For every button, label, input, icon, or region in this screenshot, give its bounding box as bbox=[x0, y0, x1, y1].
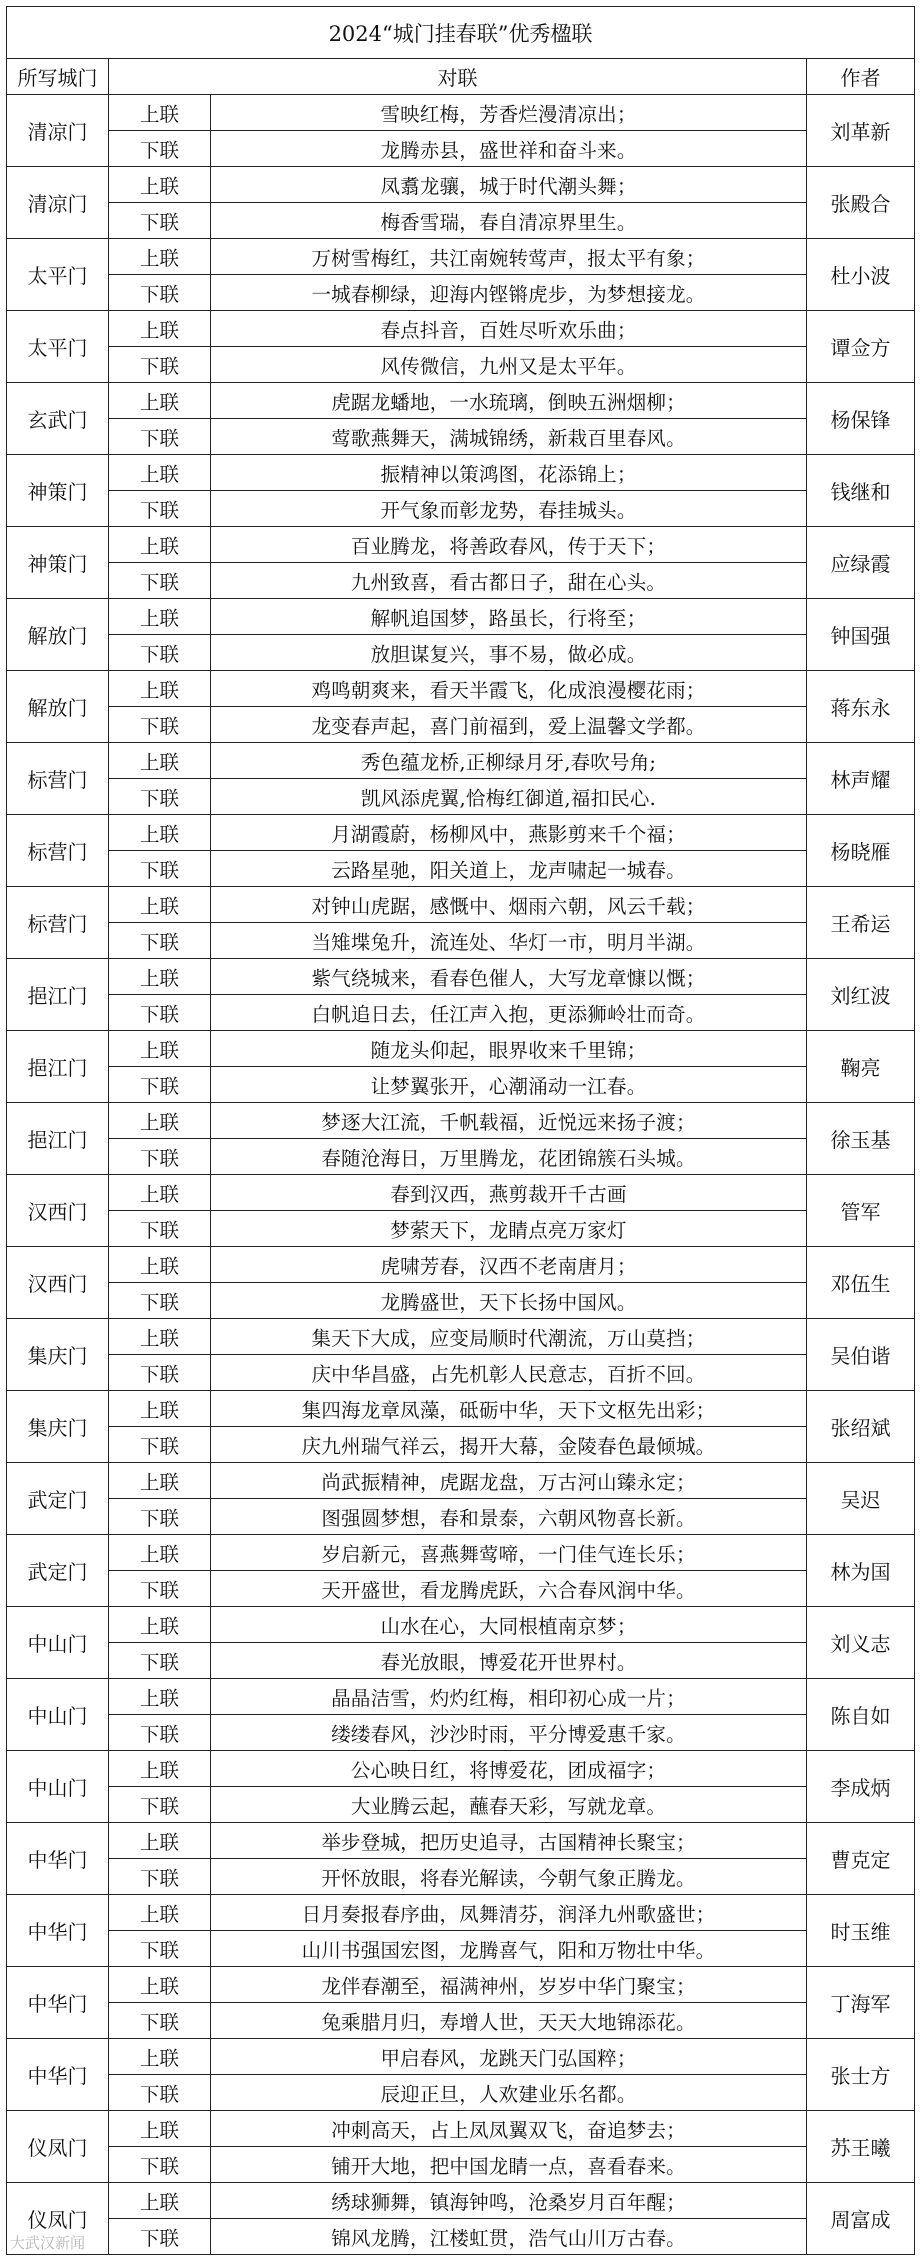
table-row bbox=[7, 1895, 915, 1931]
upper-couplet-text: 甲启春风，龙跳天门弘国粹； bbox=[211, 2039, 807, 2075]
lower-label: 下联 bbox=[109, 1715, 211, 1751]
upper-label: 上联 bbox=[109, 743, 211, 779]
table-row bbox=[7, 1967, 915, 2003]
table-row bbox=[7, 1319, 915, 1355]
upper-couplet-text: 梦逐大江流，千帆载福，近悦远来扬子渡； bbox=[211, 1103, 807, 1139]
lower-label: 下联 bbox=[109, 851, 211, 887]
table-row bbox=[7, 563, 915, 599]
lower-label: 下联 bbox=[109, 203, 211, 239]
lower-couplet-text: 梦萦天下，龙睛点亮万家灯 bbox=[211, 1211, 807, 1247]
author-cell: 刘红波 bbox=[807, 959, 915, 1031]
couplet-table-container bbox=[6, 6, 914, 2255]
lower-couplet-text: 白帆追日去，任江声入抱，更添狮岭壮而奇。 bbox=[211, 995, 807, 1031]
table-row bbox=[7, 671, 915, 707]
upper-label: 上联 bbox=[109, 1751, 211, 1787]
table-row bbox=[7, 383, 915, 419]
upper-couplet-text: 百业腾龙，将善政春风，传于天下； bbox=[211, 527, 807, 563]
author-cell: 李成炳 bbox=[807, 1751, 915, 1823]
table-row bbox=[7, 1103, 915, 1139]
table-row bbox=[7, 1283, 915, 1319]
upper-couplet-text: 集四海龙章凤藻，砥砺中华，天下文枢先出彩； bbox=[211, 1391, 807, 1427]
table-row bbox=[7, 347, 915, 383]
author-cell: 吴伯谐 bbox=[807, 1319, 915, 1391]
table-row bbox=[7, 1823, 915, 1859]
table-row bbox=[7, 455, 915, 491]
author-cell: 丁海军 bbox=[807, 1967, 915, 2039]
lower-label: 下联 bbox=[109, 1859, 211, 1895]
author-cell: 王希运 bbox=[807, 887, 915, 959]
author-cell: 张殿合 bbox=[807, 167, 915, 239]
upper-label: 上联 bbox=[109, 1103, 211, 1139]
gate-cell: 玄武门 bbox=[7, 383, 109, 455]
upper-couplet-text: 岁启新元，喜燕舞莺啼，一门佳气连长乐； bbox=[211, 1535, 807, 1571]
table-row bbox=[7, 923, 915, 959]
table-row bbox=[7, 131, 915, 167]
gate-cell: 挹江门 bbox=[7, 1031, 109, 1103]
table-title: 2024“城门挂春联”优秀楹联 bbox=[7, 7, 915, 59]
upper-label: 上联 bbox=[109, 1319, 211, 1355]
upper-couplet-text: 鸡鸣朝爽来，看天半霞飞，化成浪漫樱花雨； bbox=[211, 671, 807, 707]
lower-couplet-text: 大业腾云起，蘸春天彩，写就龙章。 bbox=[211, 1787, 807, 1823]
upper-label: 上联 bbox=[109, 239, 211, 275]
author-cell: 应绿霞 bbox=[807, 527, 915, 599]
table-row bbox=[7, 707, 915, 743]
upper-label: 上联 bbox=[109, 2183, 211, 2219]
author-cell: 杨保锋 bbox=[807, 383, 915, 455]
lower-couplet-text: 一城春柳绿，迎海内铿锵虎步，为梦想接龙。 bbox=[211, 275, 807, 311]
upper-couplet-text: 春点抖音，百姓尽听欢乐曲； bbox=[211, 311, 807, 347]
author-cell: 钟国强 bbox=[807, 599, 915, 671]
table-row bbox=[7, 851, 915, 887]
lower-label: 下联 bbox=[109, 1355, 211, 1391]
table-row bbox=[7, 419, 915, 455]
table-row bbox=[7, 2075, 915, 2111]
gate-cell: 标营门 bbox=[7, 887, 109, 959]
author-cell: 周富成 bbox=[807, 2183, 915, 2255]
table-row bbox=[7, 239, 915, 275]
gate-cell: 中山门 bbox=[7, 1679, 109, 1751]
lower-label: 下联 bbox=[109, 131, 211, 167]
upper-label: 上联 bbox=[109, 599, 211, 635]
table-row bbox=[7, 2111, 915, 2147]
lower-label: 下联 bbox=[109, 1499, 211, 1535]
upper-couplet-text: 公心映日红，将博爱花，团成福字； bbox=[211, 1751, 807, 1787]
header-couplet: 对联 bbox=[109, 59, 807, 95]
upper-label: 上联 bbox=[109, 311, 211, 347]
author-cell: 苏王曦 bbox=[807, 2111, 915, 2183]
author-cell: 蒋东永 bbox=[807, 671, 915, 743]
upper-couplet-text: 晶晶洁雪，灼灼红梅，相印初心成一片； bbox=[211, 1679, 807, 1715]
lower-label: 下联 bbox=[109, 1211, 211, 1247]
lower-label: 下联 bbox=[109, 1427, 211, 1463]
upper-label: 上联 bbox=[109, 2111, 211, 2147]
lower-couplet-text: 天开盛世，看龙腾虎跃，六合春风润中华。 bbox=[211, 1571, 807, 1607]
watermark-logo: 大武汉新闻 bbox=[10, 2234, 86, 2252]
gate-cell: 中山门 bbox=[7, 1751, 109, 1823]
gate-cell: 清凉门 bbox=[7, 95, 109, 167]
lower-couplet-text: 龙腾赤县，盛世祥和奋斗来。 bbox=[211, 131, 807, 167]
lower-couplet-text: 云路星驰，阳关道上，龙声啸起一城春。 bbox=[211, 851, 807, 887]
upper-couplet-text: 振精神以策鸿图，花添锦上； bbox=[211, 455, 807, 491]
lower-couplet-text: 放胆谋复兴，事不易，做必成。 bbox=[211, 635, 807, 671]
upper-label: 上联 bbox=[109, 95, 211, 131]
upper-label: 上联 bbox=[109, 2039, 211, 2075]
gate-cell: 解放门 bbox=[7, 671, 109, 743]
table-row bbox=[7, 527, 915, 563]
table-row bbox=[7, 1211, 915, 1247]
gate-cell: 中华门 bbox=[7, 1823, 109, 1895]
table-row bbox=[7, 167, 915, 203]
author-cell: 林为国 bbox=[807, 1535, 915, 1607]
upper-couplet-text: 雪映红梅，芳香烂漫清凉出； bbox=[211, 95, 807, 131]
upper-couplet-text: 绣球狮舞，镇海钟鸣，沧桑岁月百年醒； bbox=[211, 2183, 807, 2219]
upper-label: 上联 bbox=[109, 455, 211, 491]
upper-label: 上联 bbox=[109, 1247, 211, 1283]
gate-cell: 中华门 bbox=[7, 1895, 109, 1967]
table-row bbox=[7, 1463, 915, 1499]
upper-label: 上联 bbox=[109, 167, 211, 203]
lower-couplet-text: 梅香雪瑞，春自清凉界里生。 bbox=[211, 203, 807, 239]
gate-cell: 集庆门 bbox=[7, 1391, 109, 1463]
lower-label: 下联 bbox=[109, 1139, 211, 1175]
author-cell: 钱继和 bbox=[807, 455, 915, 527]
table-row bbox=[7, 203, 915, 239]
gate-cell: 仪凤门 bbox=[7, 2183, 109, 2255]
upper-couplet-text: 龙伴春潮至，福满神州，岁岁中华门聚宝； bbox=[211, 1967, 807, 2003]
table-row bbox=[7, 1787, 915, 1823]
lower-couplet-text: 山川书强国宏图，龙腾喜气，阳和万物壮中华。 bbox=[211, 1931, 807, 1967]
table-row bbox=[7, 491, 915, 527]
table-row bbox=[7, 1499, 915, 1535]
upper-label: 上联 bbox=[109, 1967, 211, 2003]
lower-label: 下联 bbox=[109, 779, 211, 815]
table-row bbox=[7, 1139, 915, 1175]
upper-couplet-text: 随龙头仰起，眼界收来千里锦； bbox=[211, 1031, 807, 1067]
lower-couplet-text: 铺开大地，把中国龙睛一点，喜看春来。 bbox=[211, 2147, 807, 2183]
lower-label: 下联 bbox=[109, 1283, 211, 1319]
upper-label: 上联 bbox=[109, 959, 211, 995]
table-row bbox=[7, 1859, 915, 1895]
table-row bbox=[7, 779, 915, 815]
table-row bbox=[7, 1247, 915, 1283]
gate-cell: 神策门 bbox=[7, 527, 109, 599]
table-row bbox=[7, 599, 915, 635]
upper-label: 上联 bbox=[109, 887, 211, 923]
gate-cell: 仪凤门 bbox=[7, 2111, 109, 2183]
couplet-table bbox=[6, 6, 915, 2255]
upper-label: 上联 bbox=[109, 1607, 211, 1643]
gate-cell: 中华门 bbox=[7, 1967, 109, 2039]
lower-label: 下联 bbox=[109, 275, 211, 311]
table-row bbox=[7, 2003, 915, 2039]
table-row bbox=[7, 1571, 915, 1607]
lower-couplet-text: 凯风添虎翼,恰梅红御道,福扣民心. bbox=[211, 779, 807, 815]
table-row bbox=[7, 887, 915, 923]
lower-couplet-text: 辰迎正旦，人欢建业乐名都。 bbox=[211, 2075, 807, 2111]
upper-couplet-text: 举步登城，把历史追寻，古国精神长聚宝； bbox=[211, 1823, 807, 1859]
table-row bbox=[7, 1031, 915, 1067]
table-row bbox=[7, 275, 915, 311]
table-row bbox=[7, 743, 915, 779]
upper-couplet-text: 解帆追国梦，路虽长，行将至； bbox=[211, 599, 807, 635]
gate-cell: 集庆门 bbox=[7, 1319, 109, 1391]
lower-label: 下联 bbox=[109, 2219, 211, 2255]
upper-couplet-text: 对钟山虎踞，感慨中、烟雨六朝，风云千载； bbox=[211, 887, 807, 923]
lower-couplet-text: 春光放眼，博爱花开世界村。 bbox=[211, 1643, 807, 1679]
lower-couplet-text: 开气象而彰龙势，春挂城头。 bbox=[211, 491, 807, 527]
table-row bbox=[7, 1643, 915, 1679]
lower-couplet-text: 莺歌燕舞天，满城锦绣，新栽百里春风。 bbox=[211, 419, 807, 455]
table-row bbox=[7, 1751, 915, 1787]
table-row bbox=[7, 1067, 915, 1103]
author-cell: 管军 bbox=[807, 1175, 915, 1247]
lower-label: 下联 bbox=[109, 635, 211, 671]
author-cell: 张绍斌 bbox=[807, 1391, 915, 1463]
lower-label: 下联 bbox=[109, 2147, 211, 2183]
gate-cell: 武定门 bbox=[7, 1463, 109, 1535]
table-row bbox=[7, 1427, 915, 1463]
table-row bbox=[7, 959, 915, 995]
upper-label: 上联 bbox=[109, 671, 211, 707]
upper-label: 上联 bbox=[109, 1175, 211, 1211]
table-row bbox=[7, 1715, 915, 1751]
gate-cell: 解放门 bbox=[7, 599, 109, 671]
lower-label: 下联 bbox=[109, 1571, 211, 1607]
upper-couplet-text: 集天下大成，应变局顺时代潮流，万山莫挡； bbox=[211, 1319, 807, 1355]
upper-couplet-text: 日月奏报春序曲，凤舞清芬，润泽九州歌盛世； bbox=[211, 1895, 807, 1931]
couplet-rows bbox=[7, 95, 915, 2255]
table-row bbox=[7, 311, 915, 347]
author-cell: 鞠亮 bbox=[807, 1031, 915, 1103]
title-row bbox=[7, 7, 915, 59]
upper-couplet-text: 虎啸芳春，汉西不老南唐月； bbox=[211, 1247, 807, 1283]
header-gate: 所写城门 bbox=[7, 59, 109, 95]
upper-couplet-text: 月湖霞蔚，杨柳风中，燕影剪来千个福； bbox=[211, 815, 807, 851]
header-row bbox=[7, 59, 915, 95]
upper-couplet-text: 春到汉西，燕剪裁开千古画 bbox=[211, 1175, 807, 1211]
lower-couplet-text: 图强圆梦想，春和景泰，六朝风物喜长新。 bbox=[211, 1499, 807, 1535]
upper-label: 上联 bbox=[109, 1535, 211, 1571]
lower-label: 下联 bbox=[109, 1931, 211, 1967]
lower-couplet-text: 兔乘腊月归，寿增人世，天天大地锦添花。 bbox=[211, 2003, 807, 2039]
upper-label: 上联 bbox=[109, 527, 211, 563]
gate-cell: 挹江门 bbox=[7, 1103, 109, 1175]
upper-label: 上联 bbox=[109, 1391, 211, 1427]
lower-label: 下联 bbox=[109, 419, 211, 455]
lower-couplet-text: 九州致喜，看古都日子，甜在心头。 bbox=[211, 563, 807, 599]
author-cell: 曹克定 bbox=[807, 1823, 915, 1895]
table-row bbox=[7, 1175, 915, 1211]
upper-couplet-text: 凤翥龙骧，城于时代潮头舞； bbox=[211, 167, 807, 203]
lower-couplet-text: 春随沧海日，万里腾龙，花团锦簇石头城。 bbox=[211, 1139, 807, 1175]
upper-label: 上联 bbox=[109, 1895, 211, 1931]
table-row bbox=[7, 2183, 915, 2219]
author-cell: 吴迟 bbox=[807, 1463, 915, 1535]
gate-cell: 中华门 bbox=[7, 2039, 109, 2111]
table-row bbox=[7, 95, 915, 131]
header-author: 作者 bbox=[807, 59, 915, 95]
table-row bbox=[7, 635, 915, 671]
lower-label: 下联 bbox=[109, 707, 211, 743]
gate-cell: 武定门 bbox=[7, 1535, 109, 1607]
author-cell: 谭佥方 bbox=[807, 311, 915, 383]
table-row bbox=[7, 2147, 915, 2183]
lower-couplet-text: 龙变春声起，喜门前福到，爱上温馨文学都。 bbox=[211, 707, 807, 743]
gate-cell: 太平门 bbox=[7, 311, 109, 383]
author-cell: 张士方 bbox=[807, 2039, 915, 2111]
upper-couplet-text: 秀色蕴龙桥,正柳绿月牙,春吹号角; bbox=[211, 743, 807, 779]
upper-couplet-text: 山水在心，大同根植南京梦； bbox=[211, 1607, 807, 1643]
lower-couplet-text: 当雉堞兔升，流连处、华灯一市，明月半湖。 bbox=[211, 923, 807, 959]
upper-label: 上联 bbox=[109, 1031, 211, 1067]
lower-couplet-text: 龙腾盛世，天下长扬中国风。 bbox=[211, 1283, 807, 1319]
table-row bbox=[7, 1931, 915, 1967]
upper-couplet-text: 尚武振精神，虎踞龙盘，万古河山臻永定； bbox=[211, 1463, 807, 1499]
lower-label: 下联 bbox=[109, 491, 211, 527]
table-row bbox=[7, 2039, 915, 2075]
author-cell: 徐玉基 bbox=[807, 1103, 915, 1175]
author-cell: 杜小波 bbox=[807, 239, 915, 311]
lower-couplet-text: 庆九州瑞气祥云，揭开大幕，金陵春色最倾城。 bbox=[211, 1427, 807, 1463]
author-cell: 时玉维 bbox=[807, 1895, 915, 1967]
upper-couplet-text: 紫气绕城来，看春色催人，大写龙章慷以慨； bbox=[211, 959, 807, 995]
lower-label: 下联 bbox=[109, 923, 211, 959]
lower-couplet-text: 风传微信，九州又是太平年。 bbox=[211, 347, 807, 383]
lower-couplet-text: 缕缕春风，沙沙时雨，平分博爱惠千家。 bbox=[211, 1715, 807, 1751]
lower-couplet-text: 让梦翼张开，心潮涌动一江春。 bbox=[211, 1067, 807, 1103]
table-row bbox=[7, 1535, 915, 1571]
gate-cell: 中山门 bbox=[7, 1607, 109, 1679]
lower-label: 下联 bbox=[109, 347, 211, 383]
table-row bbox=[7, 1679, 915, 1715]
gate-cell: 太平门 bbox=[7, 239, 109, 311]
upper-label: 上联 bbox=[109, 1679, 211, 1715]
lower-label: 下联 bbox=[109, 995, 211, 1031]
author-cell: 陈自如 bbox=[807, 1679, 915, 1751]
author-cell: 杨晓雁 bbox=[807, 815, 915, 887]
table-row bbox=[7, 1355, 915, 1391]
upper-label: 上联 bbox=[109, 383, 211, 419]
upper-label: 上联 bbox=[109, 1823, 211, 1859]
upper-couplet-text: 万树雪梅红，共江南婉转莺声，报太平有象； bbox=[211, 239, 807, 275]
lower-couplet-text: 开怀放眼，将春光解读，今朝气象正腾龙。 bbox=[211, 1859, 807, 1895]
table-row bbox=[7, 1607, 915, 1643]
gate-cell: 挹江门 bbox=[7, 959, 109, 1031]
gate-cell: 清凉门 bbox=[7, 167, 109, 239]
author-cell: 刘义志 bbox=[807, 1607, 915, 1679]
lower-label: 下联 bbox=[109, 1067, 211, 1103]
lower-label: 下联 bbox=[109, 1643, 211, 1679]
gate-cell: 汉西门 bbox=[7, 1175, 109, 1247]
author-cell: 林声耀 bbox=[807, 743, 915, 815]
lower-label: 下联 bbox=[109, 1787, 211, 1823]
upper-label: 上联 bbox=[109, 815, 211, 851]
author-cell: 邓伍生 bbox=[807, 1247, 915, 1319]
author-cell: 刘革新 bbox=[807, 95, 915, 167]
upper-label: 上联 bbox=[109, 1463, 211, 1499]
upper-couplet-text: 冲刺高天，占上凤凤翼双飞，奋追梦去； bbox=[211, 2111, 807, 2147]
table-row bbox=[7, 2219, 915, 2255]
lower-couplet-text: 锦风龙腾，江楼虹贯，浩气山川万古春。 bbox=[211, 2219, 807, 2255]
upper-couplet-text: 虎踞龙蟠地，一水琉璃，倒映五洲烟柳； bbox=[211, 383, 807, 419]
lower-label: 下联 bbox=[109, 563, 211, 599]
table-row bbox=[7, 995, 915, 1031]
lower-couplet-text: 庆中华昌盛，占先机彰人民意志，百折不回。 bbox=[211, 1355, 807, 1391]
gate-cell: 标营门 bbox=[7, 815, 109, 887]
gate-cell: 标营门 bbox=[7, 743, 109, 815]
gate-cell: 神策门 bbox=[7, 455, 109, 527]
lower-label: 下联 bbox=[109, 2075, 211, 2111]
table-row bbox=[7, 1391, 915, 1427]
table-row bbox=[7, 815, 915, 851]
gate-cell: 汉西门 bbox=[7, 1247, 109, 1319]
lower-label: 下联 bbox=[109, 2003, 211, 2039]
